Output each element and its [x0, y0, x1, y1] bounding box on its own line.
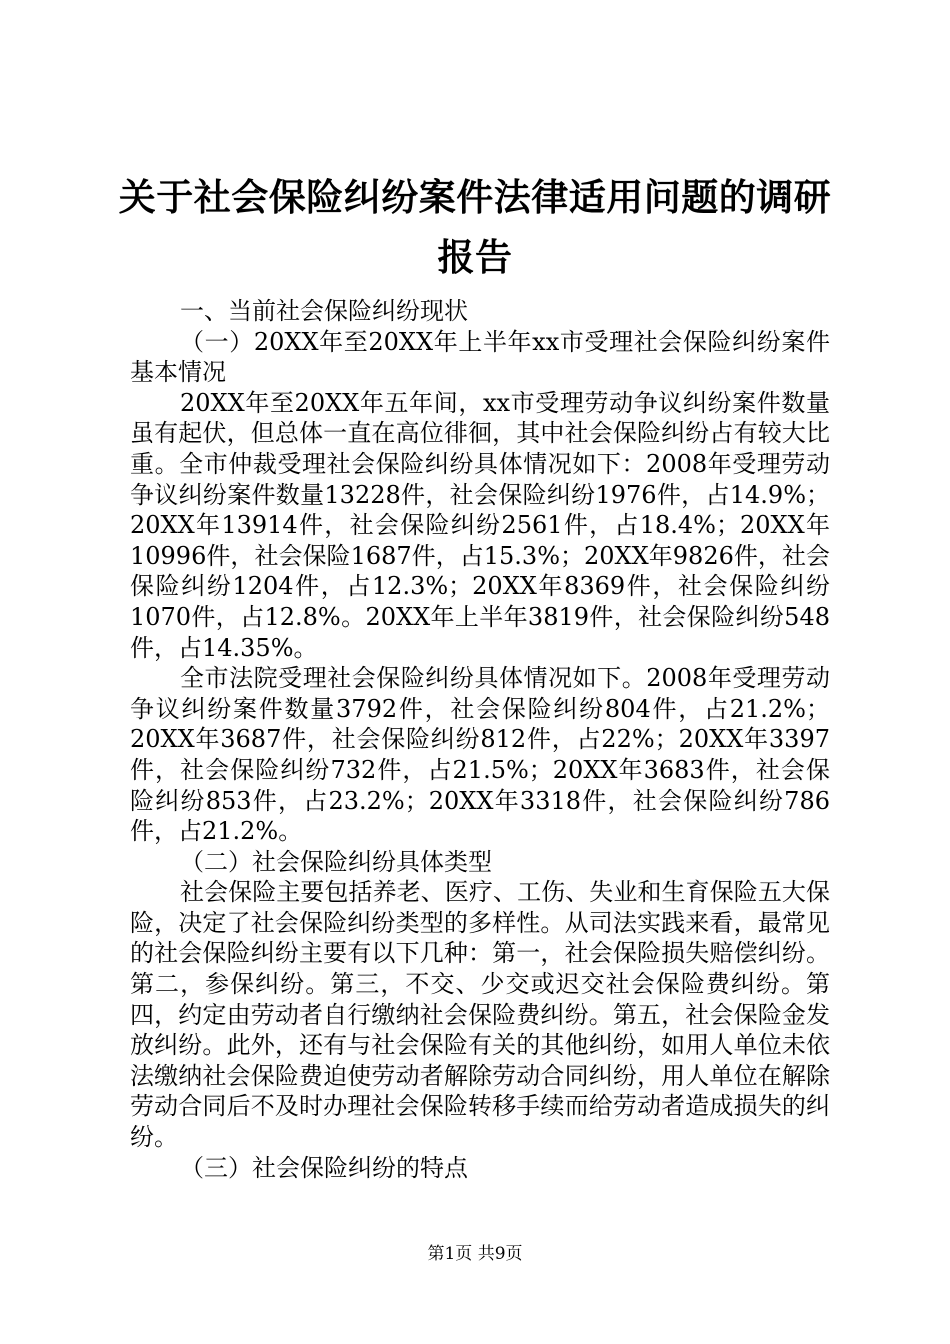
subsection-heading: （三）社会保险纠纷的特点	[180, 1153, 468, 1182]
subsection-heading: （一）20XX年至20XX年上半年xx市受理社会保险纠纷案件基本情况	[130, 327, 830, 387]
body-paragraph: 20XX年至20XX年五年间，xx市受理劳动争议纠纷案件数量虽有起伏，但总体一直在高位徘徊，其中社会保险纠纷占有较大比重。全市仲裁受理社会保险纠纷具体情况如下：2008年受理劳动争议纠纷案件数量13228件，社会保险纠纷1976件，占14.9%；20XX年13914件，社会保险纠纷2561件，占18.4%；20XX年10996件，社会保险1687件，占15.3%；20XX年9826件，社会保险纠纷1204件，占12.3%；20XX年8369件，社会保险纠纷1070件，占12.8%。20XX年上半年3819件，社会保险纠纷548件，占14.35%。	[130, 388, 830, 662]
body-paragraph: 社会保险主要包括养老、医疗、工伤、失业和生育保险五大保险，决定了社会保险纠纷类型的多样性。从司法实践来看，最常见的社会保险纠纷主要有以下几种：第一，社会保险损失赔偿纠纷。第二，参保纠纷。第三，不交、少交或迟交社会保险费纠纷。第四，约定由劳动者自行缴纳社会保险费纠纷。第五，社会保险金发放纠纷。此外，还有与社会保险有关的其他纠纷，如用人单位未依法缴纳社会保险费迫使劳动者解除劳动合同纠纷，用人单位在解除劳动合同后不及时办理社会保险转移手续而给劳动者造成损失的纠纷。	[130, 878, 830, 1152]
page-number-footer: 第1页 共9页	[427, 1244, 523, 1264]
document-body	[130, 296, 830, 1183]
subsection-heading: （二）社会保险纠纷具体类型	[180, 847, 492, 876]
section-heading: 一、当前社会保险纠纷现状	[180, 297, 468, 325]
document-title: 关于社会保险纠纷案件法律适用问题的调研报告	[118, 176, 832, 279]
body-paragraph: 全市法院受理社会保险纠纷具体情况如下。2008年受理劳动争议纠纷案件数量3792件，社会保险纠纷804件，占21.2%；20XX年3687件，社会保险纠纷812件，占22%；20XX年3397件，社会保险纠纷732件，占21.5%；20XX年3683件，社会保险纠纷853件，占23.2%；20XX年3318件，社会保险纠纷786件，占21.2%。	[130, 664, 830, 846]
